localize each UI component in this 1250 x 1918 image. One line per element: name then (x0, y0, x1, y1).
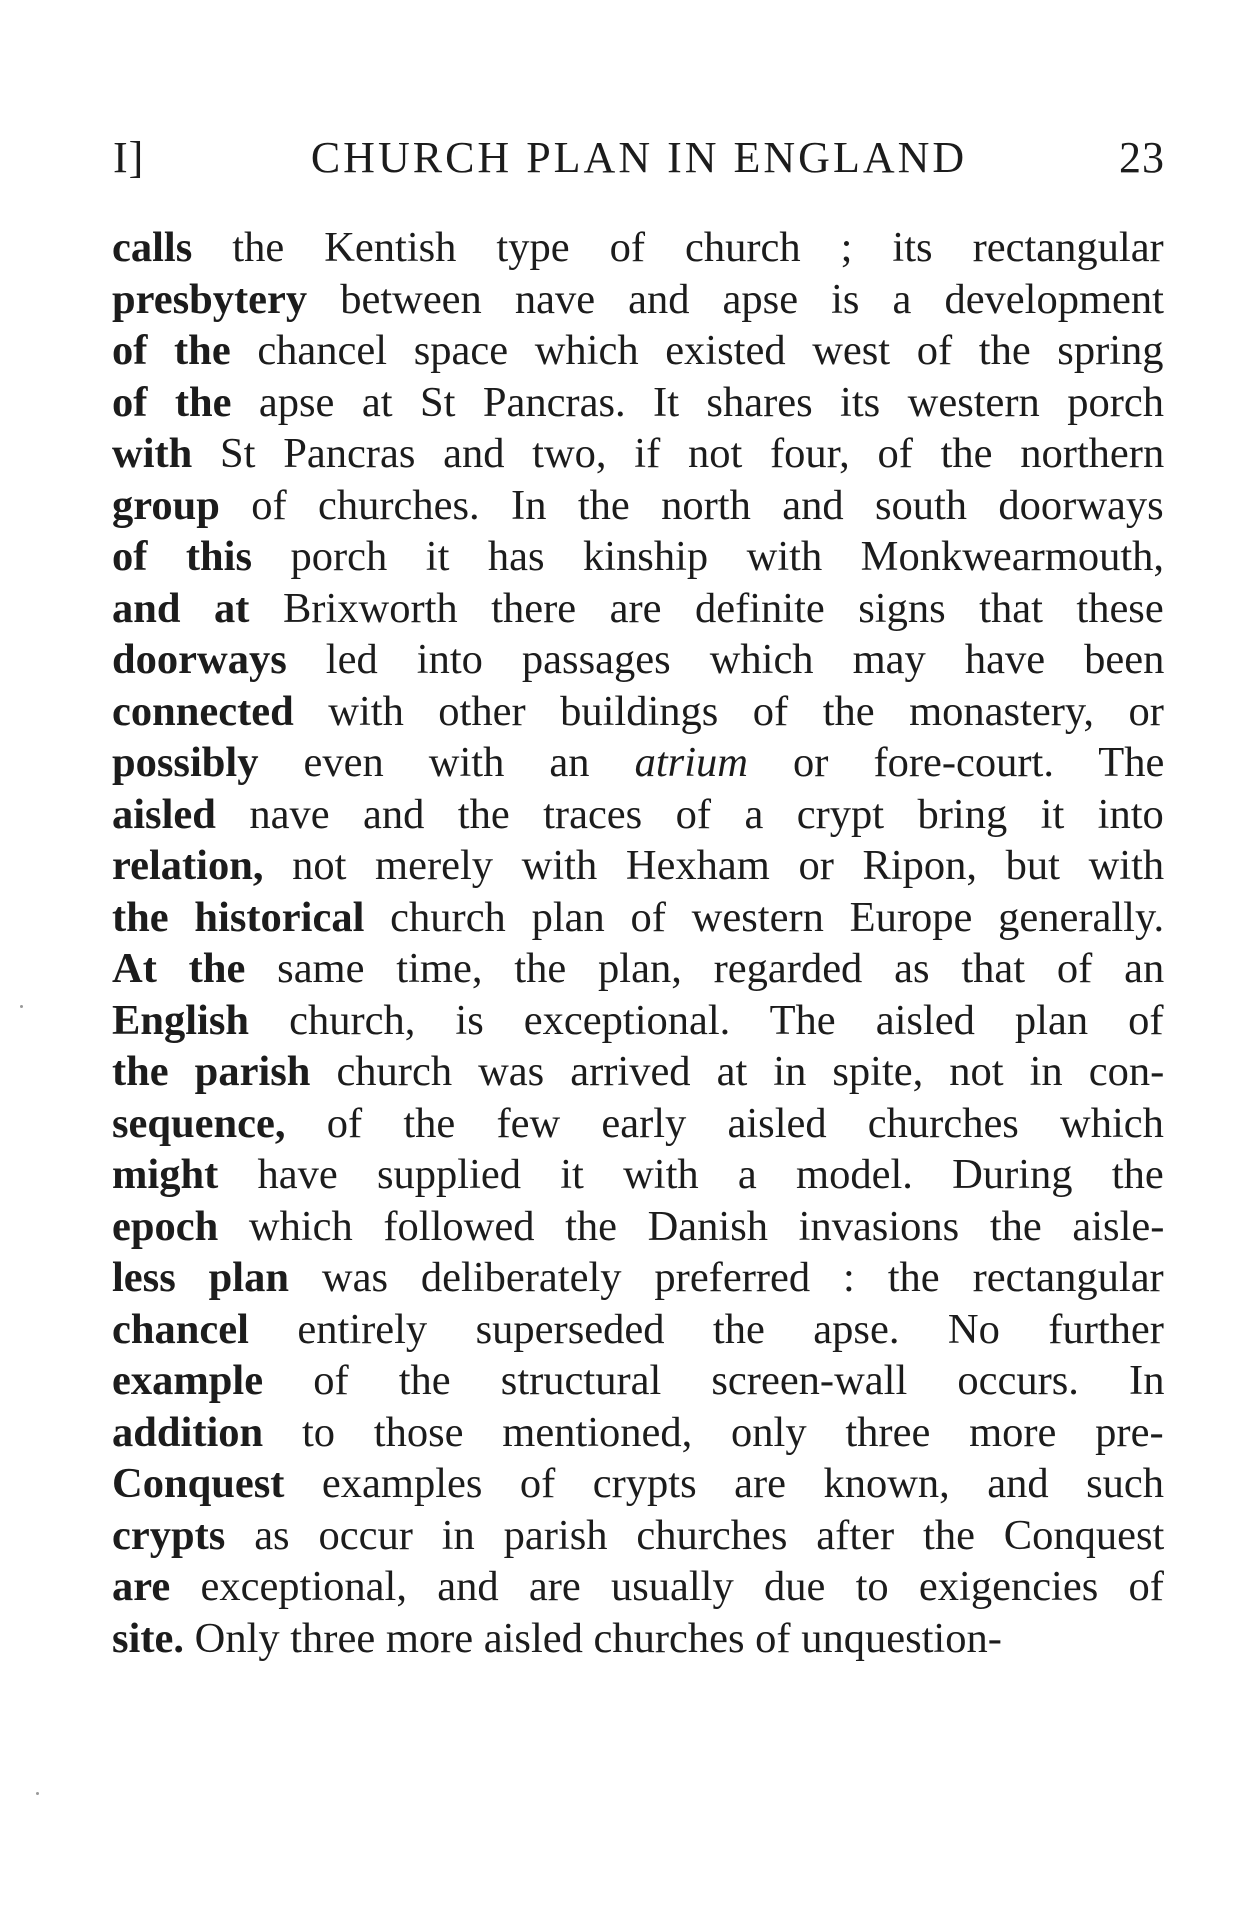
text-line (112, 531, 1164, 583)
text-line (112, 274, 1164, 326)
line-text: with other buildings of the monastery, or (293, 687, 1164, 735)
text-line (112, 1458, 1164, 1510)
line-lead-bold: connected (112, 687, 294, 735)
line-text: porch it has kinship with Monkwearmouth, (252, 533, 1164, 580)
text-line (112, 428, 1164, 480)
body-text (112, 222, 1164, 1664)
line-lead-bold: doorways (112, 636, 287, 683)
line-text: church was arrived at in spite, not in con- (310, 1048, 1164, 1095)
line-lead-bold: At the (112, 945, 246, 992)
text-line (112, 1046, 1164, 1098)
line-lead-bold: chancel (112, 1305, 249, 1353)
line-lead-bold: of the (112, 327, 231, 374)
line-text: was deliberately preferred : the rectangular (289, 1254, 1164, 1301)
line-text-tail: or fore-court. The (747, 739, 1164, 786)
line-text: church plan of western Europe generally. (364, 893, 1164, 941)
chapter-title: CHURCH PLAN IN ENGLAND (310, 133, 968, 182)
line-text: of the few early aisled churches which (285, 1099, 1164, 1147)
line-lead-bold: might (112, 1151, 219, 1198)
line-lead-bold: epoch (112, 1202, 219, 1250)
line-text: not merely with Hexham or Ripon, but with (263, 842, 1164, 889)
page-number: 23 (1119, 133, 1165, 182)
line-lead-bold: less plan (112, 1254, 289, 1301)
text-line (112, 1510, 1164, 1562)
line-text: as occur in parish churches after the Conquest (225, 1511, 1164, 1559)
text-line (112, 1407, 1164, 1459)
line-lead-bold: are (112, 1563, 171, 1610)
line-text: St Pancras and two, if not four, of the northern (192, 430, 1164, 477)
text-line (112, 634, 1164, 686)
line-lead-bold: example (112, 1357, 264, 1404)
line-text: led into passages which may have been (286, 636, 1164, 683)
text-line (112, 840, 1164, 892)
text-line (112, 1561, 1164, 1613)
line-lead-bold: with (112, 430, 193, 477)
line-text: examples of crypts are known, and such (284, 1460, 1164, 1507)
line-lead-bold: calls (112, 224, 193, 271)
text-line (112, 737, 1164, 789)
line-lead-bold: English (112, 996, 250, 1044)
line-lead-bold: site. (112, 1614, 184, 1662)
text-line (112, 995, 1164, 1047)
line-lead-bold: group (112, 481, 220, 529)
text-line (112, 583, 1164, 635)
text-line (112, 1098, 1164, 1150)
line-text: have supplied it with a model. During the (218, 1151, 1164, 1198)
text-line (112, 377, 1164, 429)
line-text: even with an (258, 739, 635, 786)
line-text: entirely superseded the apse. No further (248, 1305, 1164, 1353)
line-lead-bold: crypts (112, 1511, 226, 1559)
text-line (112, 1304, 1164, 1356)
line-text: of the structural screen-wall occurs. In (263, 1357, 1164, 1404)
line-text: Brixworth there are definite signs that these (249, 584, 1164, 632)
line-lead-bold: and at (112, 584, 250, 632)
line-text: exceptional, and are usually due to exigencies of (170, 1563, 1164, 1610)
line-lead-bold: sequence, (112, 1099, 286, 1147)
text-line (112, 1201, 1164, 1253)
line-text: nave and the traces of a crypt bring it into (215, 790, 1164, 838)
line-lead-bold: possibly (112, 739, 259, 786)
line-text: church, is exceptional. The aisled plan of (249, 996, 1164, 1044)
line-text: the Kentish type of church ; its rectangular (192, 224, 1164, 271)
text-line (112, 325, 1164, 377)
margin-speck (20, 1005, 23, 1008)
text-line (112, 1149, 1164, 1201)
line-lead-bold: aisled (112, 790, 216, 838)
line-text: Only three more aisled churches of unquestion- (184, 1614, 1002, 1662)
line-lead-bold: presbytery (112, 275, 308, 323)
line-lead-bold: Conquest (112, 1460, 285, 1507)
text-line (112, 789, 1164, 841)
line-lead-bold: of this (112, 533, 253, 580)
line-text: which followed the Danish invasions the aisle- (218, 1202, 1164, 1250)
text-line (112, 1252, 1164, 1304)
line-text: of churches. In the north and south doorways (219, 481, 1164, 529)
line-text: chancel space which existed west of the spring (230, 327, 1164, 374)
line-lead-bold: the historical (112, 893, 365, 941)
line-text: same time, the plan, regarded as that of an (245, 945, 1164, 992)
text-line (112, 686, 1164, 738)
line-text: apse at St Pancras. It shares its western porch (231, 378, 1164, 426)
text-line (112, 480, 1164, 532)
text-line (112, 222, 1164, 274)
text-line (112, 892, 1164, 944)
line-italic-term: atrium (634, 739, 748, 786)
chapter-number: I] (113, 133, 145, 182)
text-line (112, 1613, 1164, 1665)
line-lead-bold: addition (112, 1408, 264, 1456)
line-lead-bold: the parish (112, 1048, 311, 1095)
line-lead-bold: relation, (112, 842, 264, 889)
running-head (113, 132, 1165, 188)
line-text: between nave and apse is a development (307, 275, 1164, 323)
margin-speck (36, 1792, 39, 1795)
text-line (112, 943, 1164, 995)
line-lead-bold: of the (112, 378, 232, 426)
line-text: to those mentioned, only three more pre- (263, 1408, 1164, 1456)
text-line (112, 1355, 1164, 1407)
